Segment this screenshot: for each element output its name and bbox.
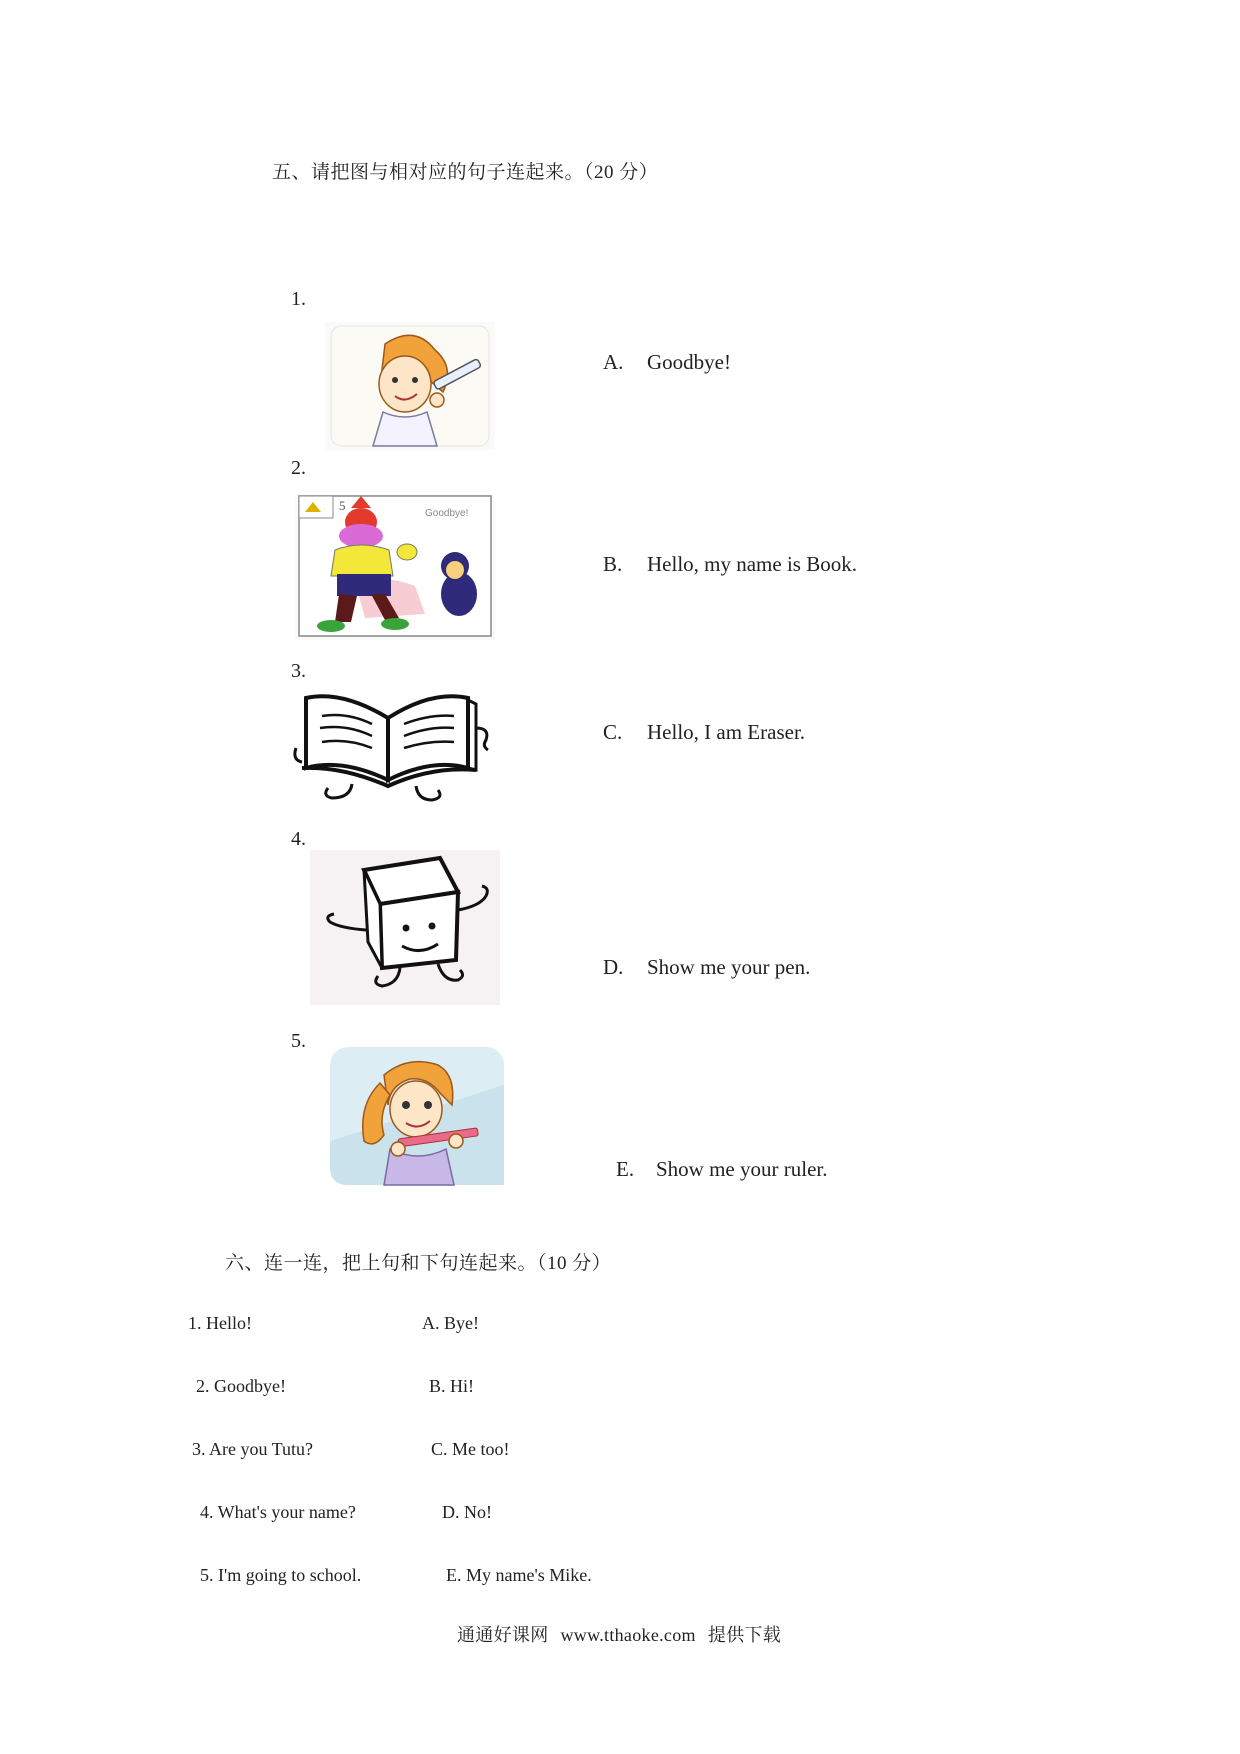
option-text: Hello, I am Eraser. <box>647 720 806 744</box>
match-left-3[interactable]: 3. Are you Tutu? <box>192 1439 314 1459</box>
section5-heading: 五、请把图与相对应的句子连起来。（20 分） <box>272 162 659 183</box>
match-left-1[interactable]: 1. Hello! <box>188 1313 252 1333</box>
match-right-d[interactable]: D. No! <box>442 1502 492 1522</box>
picture-number-4: 4. <box>291 828 306 850</box>
option-text: Show me your pen. <box>647 955 811 979</box>
picture-number-5: 5. <box>291 1030 306 1052</box>
page-mark: 5 <box>339 498 346 513</box>
option-c[interactable] <box>603 720 805 745</box>
footer <box>457 1621 793 1647</box>
option-letter: B. <box>603 552 623 576</box>
match-left-4[interactable]: 4. What's your name? <box>200 1502 356 1522</box>
option-a[interactable] <box>603 350 731 375</box>
option-text: Hello, my name is Book. <box>647 552 857 576</box>
picture-caption: Goodbye! <box>425 508 469 519</box>
clown-and-monkey-icon[interactable] <box>295 494 495 640</box>
option-b[interactable] <box>603 552 857 577</box>
footer-site-name: 通通好课网 <box>457 1625 549 1645</box>
picture-number-1: 1. <box>291 288 306 310</box>
girl-with-pen-icon[interactable] <box>325 322 495 450</box>
match-left-2[interactable]: 2. Goodbye! <box>196 1376 286 1396</box>
picture-number-3: 3. <box>291 660 306 682</box>
option-letter: A. <box>603 350 624 374</box>
section6-heading: 六、连一连，把上句和下句连起来。（10 分） <box>225 1253 612 1274</box>
footer-url[interactable]: www.tthaoke.com <box>560 1625 696 1645</box>
option-d[interactable] <box>603 955 810 980</box>
walking-book-icon[interactable] <box>292 688 498 806</box>
match-right-e[interactable]: E. My name's Mike. <box>446 1565 592 1585</box>
option-letter: D. <box>603 955 624 979</box>
match-right-b[interactable]: B. Hi! <box>429 1376 474 1396</box>
walking-eraser-icon[interactable] <box>310 850 500 1005</box>
picture-number-2: 2. <box>291 457 306 479</box>
match-right-a[interactable]: A. Bye! <box>422 1313 479 1333</box>
girl-with-ruler-icon[interactable] <box>328 1045 506 1187</box>
option-letter: E. <box>616 1157 635 1181</box>
match-right-c[interactable]: C. Me too! <box>431 1439 510 1459</box>
footer-note: 提供下载 <box>707 1625 782 1645</box>
match-left-5[interactable]: 5. I'm going to school. <box>200 1565 362 1585</box>
option-letter: C. <box>603 720 623 744</box>
option-text: Goodbye! <box>647 350 731 374</box>
option-text: Show me your ruler. <box>656 1157 828 1181</box>
option-e[interactable] <box>616 1157 827 1182</box>
